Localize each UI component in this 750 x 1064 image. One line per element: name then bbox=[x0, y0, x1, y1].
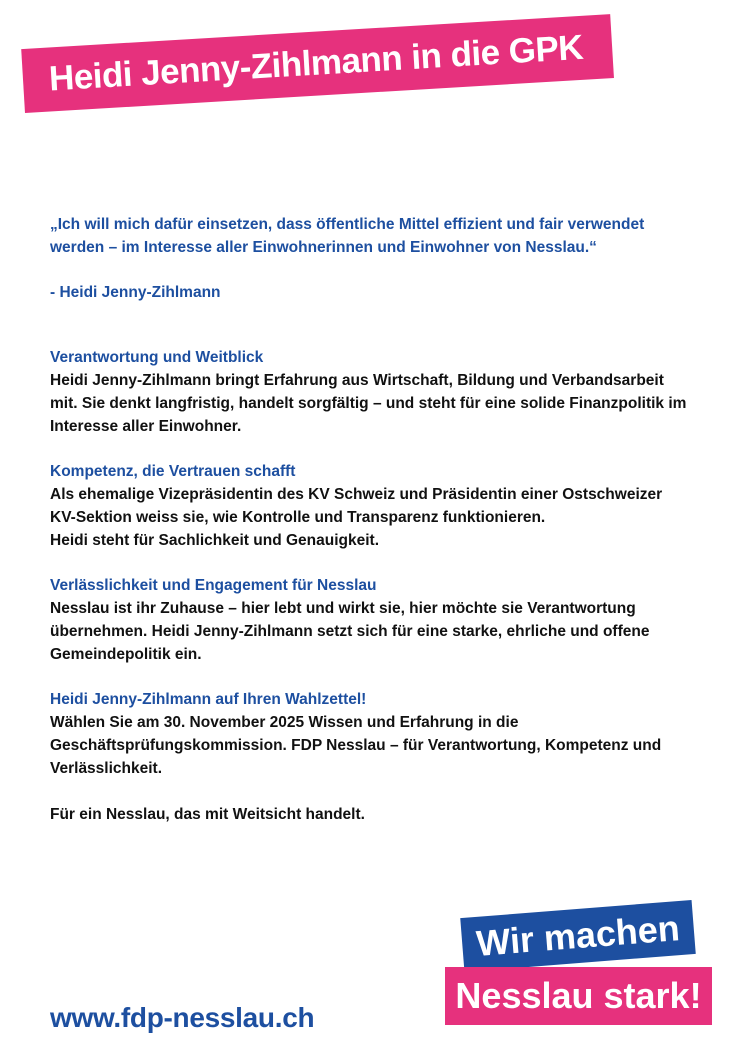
section-body-line: KV-Sektion weiss sie, wie Kontrolle und Transparenz funktionieren. bbox=[50, 509, 546, 526]
section-body: Heidi Jenny-Zihlmann bringt Erfahrung aus Wirtschaft, Bildung und Verbandsarbeit mit. Sie denkt langfristig, handelt sorgfältig – und steht für eine solide Finanzpolitik im Interesse aller Einwohner. bbox=[50, 372, 687, 435]
section-heading: Heidi Jenny-Zihlmann auf Ihren Wahlzettel! bbox=[50, 691, 367, 708]
slogan-banner-top bbox=[460, 900, 696, 972]
quote-text: „Ich will mich dafür einsetzen, dass öffentliche Mittel effizient und fair verwendet werden – im Interesse aller Einwohnerinnen und Einwohner von Nesslau.“ bbox=[50, 216, 645, 256]
section-reliability bbox=[50, 574, 690, 666]
section-body: Nesslau ist ihr Zuhause – hier lebt und wirkt sie, hier möchte sie Verantwortung übernehmen. Heidi Jenny-Zihlmann setzt sich für eine starke, ehrliche und offene Gemeindepolitik ein. bbox=[50, 600, 650, 663]
header-banner bbox=[21, 14, 614, 113]
closing-statement: Für ein Nesslau, das mit Weitsicht handelt. bbox=[50, 806, 365, 823]
section-body-line: Als ehemalige Vizepräsidentin des KV Schweiz und Präsidentin einer Ostschweizer bbox=[50, 486, 663, 503]
section-responsibility bbox=[50, 346, 690, 438]
website-link[interactable]: www.fdp-nesslau.ch bbox=[50, 1002, 315, 1033]
section-heading: Verantwortung und Weitblick bbox=[50, 349, 264, 366]
slogan-line-2: Nesslau stark! bbox=[455, 975, 702, 1016]
section-ballot bbox=[50, 688, 690, 780]
section-competence bbox=[50, 460, 690, 552]
slogan-line-1: Wir machen bbox=[474, 907, 682, 964]
slogan-banner-bottom bbox=[445, 967, 712, 1025]
section-body-line: Heidi steht für Sachlichkeit und Genauigkeit. bbox=[50, 532, 380, 549]
section-heading: Kompetenz, die Vertrauen schafft bbox=[50, 463, 296, 480]
page-title: Heidi Jenny-Zihlmann in die GPK bbox=[47, 27, 585, 99]
flyer-content bbox=[50, 213, 690, 826]
section-heading: Verlässlichkeit und Engagement für Nesslau bbox=[50, 577, 377, 594]
quote-author: - Heidi Jenny-Zihlmann bbox=[50, 284, 221, 301]
section-body: Wählen Sie am 30. November 2025 Wissen und Erfahrung in die Geschäftsprüfungskommission. FDP Nesslau – für Verantwortung, Kompetenz und Verlässlichkeit. bbox=[50, 714, 662, 777]
